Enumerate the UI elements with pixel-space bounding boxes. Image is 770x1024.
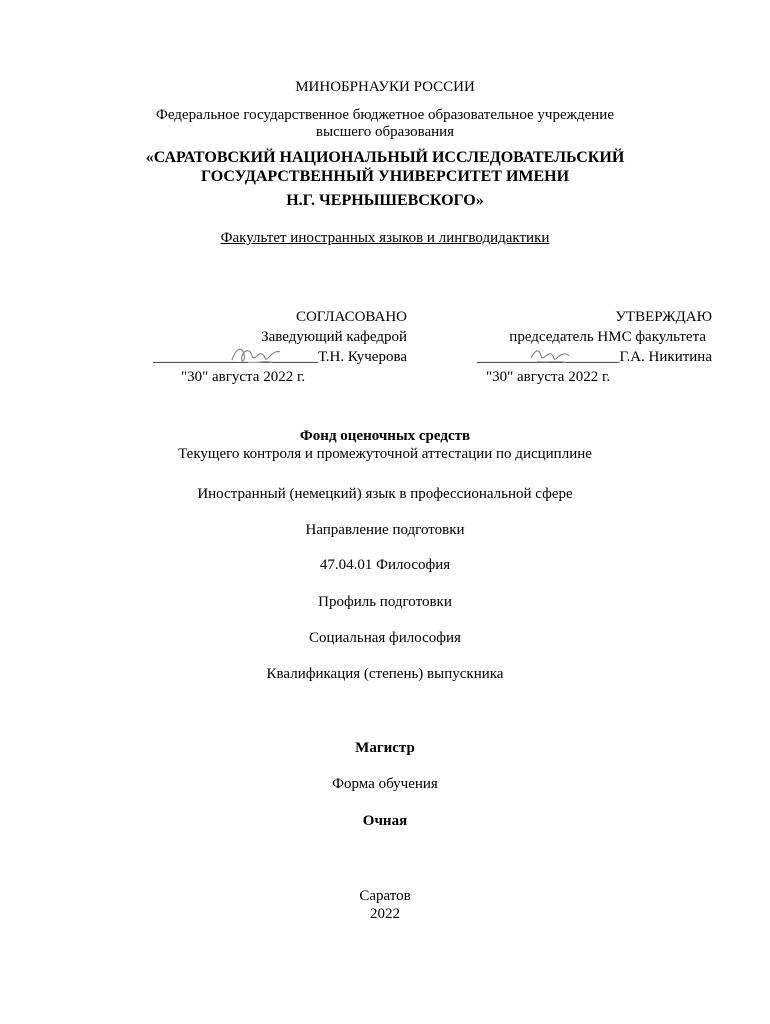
direction-label: Направление подготовки: [305, 522, 465, 538]
signature-left-image: [228, 342, 284, 368]
ministry-name: МИНОБРНАУКИ РОССИИ: [295, 79, 475, 95]
approval-right-role: председатель НМС факультета: [509, 329, 706, 345]
profile-label: Профиль подготовки: [318, 594, 452, 610]
approval-left-role: Заведующий кафедрой: [261, 329, 407, 345]
approval-left-date: "30" августа 2022 г.: [181, 369, 306, 385]
institution-line-2: высшего образования: [315, 124, 455, 140]
form-value: Очная: [362, 813, 408, 829]
university-name-line-1: «САРАТОВСКИЙ НАЦИОНАЛЬНЫЙ ИССЛЕДОВАТЕЛЬСКИЙ: [145, 149, 625, 166]
footer-city: Саратов: [359, 888, 411, 904]
signature-right-image: [527, 342, 573, 366]
approval-right-signature-line: ___________________Г.А. Никитина: [476, 349, 712, 365]
approval-left-signature-line: ______________________Т.Н. Кучерова: [153, 349, 407, 365]
form-label: Форма обучения: [332, 776, 438, 792]
institution-line-1: Федеральное государственное бюджетное образовательное учреждение: [155, 107, 614, 123]
document-subtitle: Текущего контроля и промежуточной аттестации по дисциплине: [178, 446, 592, 462]
faculty-name: Факультет иностранных языков и лингводидактики: [220, 230, 550, 246]
direction-value: 47.04.01 Философия: [319, 557, 451, 573]
document-title: Фонд оценочных средств: [299, 428, 471, 444]
footer-year: 2022: [370, 906, 400, 922]
approval-right-date: "30" августа 2022 г.: [486, 369, 611, 385]
qualification-label: Квалификация (степень) выпускника: [266, 666, 504, 682]
qualification-value: Магистр: [355, 740, 415, 756]
university-name-line-2: ГОСУДАРСТВЕННЫЙ УНИВЕРСИТЕТ ИМЕНИ: [200, 168, 570, 185]
university-name-line-3: Н.Г. ЧЕРНЫШЕВСКОГО»: [286, 192, 484, 209]
approval-right-heading: УТВЕРЖДАЮ: [615, 309, 712, 325]
approval-left-heading: СОГЛАСОВАНО: [295, 309, 407, 325]
profile-value: Социальная философия: [309, 630, 461, 646]
discipline-name: Иностранный (немецкий) язык в профессиональной сфере: [197, 486, 573, 502]
